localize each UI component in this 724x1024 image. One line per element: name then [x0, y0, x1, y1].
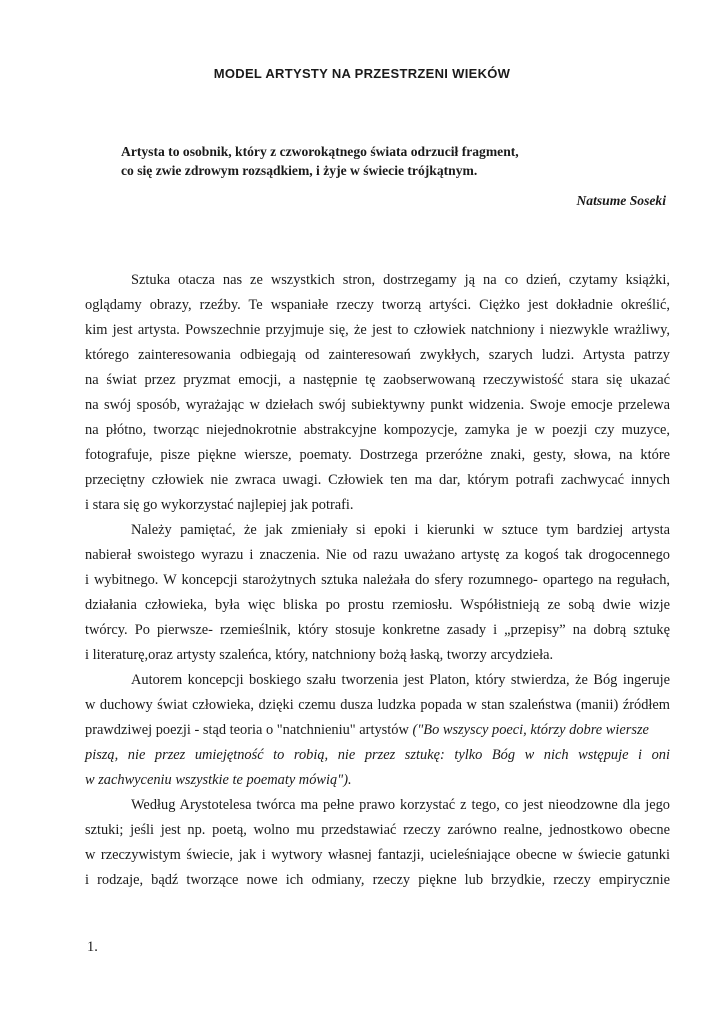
- paragraph-line: i stara się go wykorzystać najlepiej jak potrafi.: [85, 497, 354, 513]
- paragraph-line: sztuki; jeśli jest np. poetą, wolno mu przedstawiać rzeczy zarówno realne, jednostkowo obecne: [85, 822, 670, 838]
- paragraph-line: Sztuka otacza nas ze wszystkich stron, dostrzegamy ją na co dzień, czytamy książki,: [131, 272, 670, 288]
- paragraph-line: Według Arystotelesa twórca ma pełne prawo korzystać z tego, co jest nieodzowne dla jego: [131, 797, 670, 813]
- epigraph-author: Natsume Soseki: [576, 193, 666, 208]
- paragraph-line: [85, 718, 670, 743]
- epigraph-line: Artysta to osobnik, który z czworokątnego świata odrzucił fragment,: [121, 144, 519, 159]
- body-text: [85, 268, 670, 893]
- paragraph-line: nabierał swoistego wyrazu i znaczenia. Nie od razu uważano artystę za kogoś tak drogocennego: [85, 547, 670, 563]
- quote-line: piszą, nie przez umiejętność to robią, nie przez sztukę: tylko Bóg w nich wstępuje i oni: [85, 747, 670, 763]
- quote-start: ("Bo wszyscy poeci, którzy dobre wiersze: [412, 722, 649, 738]
- paragraph-line: kim jest artysta. Powszechnie przyjmuje się, że jest to człowiek natchniony i niezwykle wrażliwy,: [85, 322, 670, 338]
- epigraph-line: co się zwie zdrowym rozsądkiem, i żyje w świecie trójkątnym.: [121, 163, 478, 178]
- paragraph-line: i literaturę,oraz artysty szaleńca, który, natchniony bożą łaską, tworzy arcydzieła.: [85, 647, 554, 663]
- page-number: 1.: [87, 939, 98, 955]
- paragraph-line: w rzeczywistym świecie, jak i wytwory własnej fantazji, ucieleśniające obecne w świecie gatunki: [85, 847, 670, 863]
- paragraph-line: twórcy. Po pierwsze- rzemieślnik, który stosuje konkretne zasady i „przepisy” na dobrą sztukę: [85, 622, 670, 638]
- paragraph-line: na płótno, tworząc niejednokrotnie abstrakcyjne kompozycje, zamyka je w poezji czy muzyce,: [85, 422, 670, 438]
- document-title: MODEL ARTYSTY NA PRZESTRZENI WIEKÓW: [213, 66, 511, 81]
- paragraph-line: fotografuje, pisze piękne wiersze, poematy. Dostrzega przeróżne znaki, gesty, słowa, na które: [85, 447, 670, 463]
- quote-line: w zachwyceniu wszystkie te poematy mówią").: [85, 772, 352, 788]
- paragraph-line: na swój sposób, wyrażając w dziełach swój subiektywny punkt widzenia. Swoje emocje przelewa: [85, 397, 670, 413]
- paragraph-line: i wybitnego. W koncepcji starożytnych sztuka należała do sfery rozumnego- opartego na regułach,: [85, 572, 670, 588]
- paragraph-line-text: prawdziwej poezji - stąd teoria o "natchnieniu" artystów: [85, 722, 413, 738]
- paragraph-line: Należy pamiętać, że jak zmieniały si epoki i kierunki w sztuce tym bardziej artysta: [131, 522, 670, 538]
- paragraph-line: na świat przez pryzmat emocji, a następnie tę zaobserwowaną rzeczywistość stara się ukazać: [85, 372, 670, 388]
- epigraph: [121, 142, 591, 180]
- paragraph-line: oglądamy obrazy, rzeźby. Te wspaniałe rzeczy tworzą artyści. Ciężko jest dokładnie określić,: [85, 297, 670, 313]
- paragraph-line: przeciętny człowiek nie zwraca uwagi. Człowiek ten ma dar, którym potrafi zachwycać innych: [85, 472, 670, 488]
- paragraph-line: i rodzaje, bądź tworzące nowe ich odmiany, rzeczy piękne lub brzydkie, rzeczy empirycznie: [85, 872, 670, 888]
- paragraph-line: Autorem koncepcji boskiego szału tworzenia jest Platon, który stwierdza, że Bóg ingeruje: [131, 672, 670, 688]
- paragraph-line: którego zainteresowania odbiegają od zainteresowań zwykłych, szarych ludzi. Artysta patrzy: [85, 347, 670, 363]
- paragraph-line: działania człowieka, była więc bliska po prostu rzemiosłu. Współistnieją ze sobą dwie wizje: [85, 597, 670, 613]
- paragraph-line: w duchowy świat człowieka, dzięki czemu dusza ludzka popada w stan szaleństwa (manii) źródłem: [85, 697, 670, 713]
